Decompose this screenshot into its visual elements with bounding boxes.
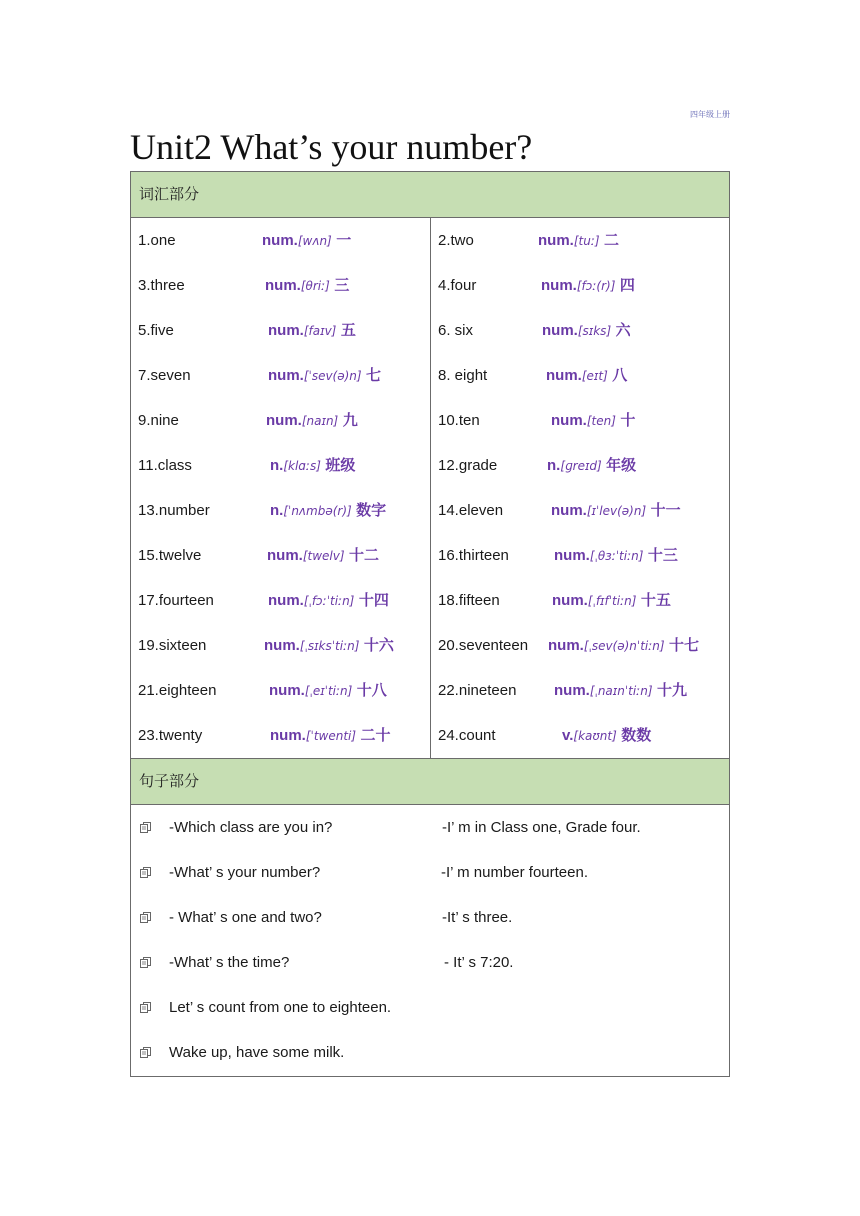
vocab-definition (268, 578, 389, 624)
chinese-meaning: 十七 (669, 636, 700, 654)
phonetic-transcription: [ˈsev(ə)n] (303, 369, 362, 383)
vocab-cell-right (431, 398, 730, 443)
chinese-meaning: 十 (620, 411, 636, 429)
vocab-cell-right (431, 443, 730, 488)
vocab-definition (264, 623, 394, 669)
vocab-row (131, 533, 729, 578)
vocab-cell-left (131, 398, 430, 443)
sentence-section-heading: 句子部分 (131, 759, 729, 805)
vocab-row (131, 578, 729, 623)
vocab-definition (265, 263, 349, 309)
document-stack-icon (140, 957, 151, 968)
vocab-cell-left (131, 668, 430, 713)
vocab-word: 15.twelve (138, 547, 202, 564)
vocab-definition (262, 218, 351, 264)
part-of-speech: num. (554, 682, 590, 699)
vocab-definition (541, 263, 635, 309)
vocab-word: 18.fifteen (438, 592, 500, 609)
vocab-cell-left (131, 713, 430, 758)
phonetic-transcription: [ˌeɪˈtiːn] (304, 684, 353, 698)
sentence-answer: -I’ m in Class one, Grade four. (442, 819, 641, 836)
part-of-speech: n. (270, 502, 284, 519)
vocab-definition (542, 308, 631, 354)
vocab-row (131, 308, 729, 353)
part-of-speech: num. (551, 502, 587, 519)
vocab-word: 13.number (138, 502, 210, 519)
vocab-word: 2.two (438, 232, 474, 249)
vocab-cell-left (131, 308, 430, 353)
phonetic-transcription: [θriː] (300, 279, 330, 293)
sentence-row (131, 1030, 729, 1075)
part-of-speech: num. (546, 367, 582, 384)
vocab-definition (266, 398, 358, 444)
phonetic-transcription: [ɡreɪd] (560, 459, 602, 473)
vocab-definition (554, 668, 687, 714)
vocab-definition (270, 443, 355, 489)
part-of-speech: num. (548, 637, 584, 654)
phonetic-transcription: [sɪks] (577, 324, 612, 338)
sentence-question: - What’ s one and two? (169, 909, 322, 926)
vocab-row (131, 218, 729, 263)
vocab-row (131, 623, 729, 668)
vocab-word: 3.three (138, 277, 185, 294)
chinese-meaning: 六 (615, 321, 631, 339)
phonetic-transcription: [eɪt] (581, 369, 608, 383)
chinese-meaning: 数字 (356, 501, 387, 519)
chinese-meaning: 七 (366, 366, 382, 384)
vocab-word: 12.grade (438, 457, 498, 474)
vocab-word: 16.thirteen (438, 547, 509, 564)
chinese-meaning: 八 (612, 366, 628, 384)
sentence-answer: - It’ s 7:20. (444, 954, 514, 971)
phonetic-transcription: [twelv] (302, 549, 345, 563)
part-of-speech: num. (268, 592, 304, 609)
document-stack-icon (140, 1002, 151, 1013)
sentence-row (131, 805, 729, 850)
phonetic-transcription: [klɑːs] (283, 459, 321, 473)
vocab-definition (267, 533, 379, 579)
page-title: Unit2 What’s your number? (130, 127, 533, 167)
part-of-speech: num. (266, 412, 302, 429)
vocab-grid (131, 218, 729, 759)
sentence-list (131, 805, 729, 1076)
vocab-row (131, 713, 729, 758)
vocab-cell-right (431, 488, 730, 533)
sentence-question: -What’ s your number? (169, 864, 321, 881)
part-of-speech: num. (264, 637, 300, 654)
vocab-definition (270, 713, 391, 759)
vocab-word: 6. six (438, 322, 474, 339)
vocab-word: 21.eighteen (138, 682, 217, 699)
chinese-meaning: 十九 (656, 681, 687, 699)
phonetic-transcription: [ˌnaɪnˈtiːn] (589, 684, 653, 698)
phonetic-transcription: [tuː] (573, 234, 600, 248)
vocab-word: 5.five (138, 322, 174, 339)
phonetic-transcription: [ˌfɪfˈtiːn] (587, 594, 637, 608)
phonetic-transcription: [ˌfɔːˈtiːn] (303, 594, 355, 608)
phonetic-transcription: [ten] (586, 414, 616, 428)
vocab-cell-right (431, 668, 730, 713)
vocab-word: 20.seventeen (438, 637, 529, 654)
part-of-speech: n. (547, 457, 561, 474)
vocab-definition (552, 578, 671, 624)
vocab-word: 7.seven (138, 367, 191, 384)
chinese-meaning: 二十 (360, 726, 391, 744)
phonetic-transcription: [ˌsɪksˈtiːn] (299, 639, 360, 653)
vocab-cell-left (131, 443, 430, 488)
sentence-row (131, 850, 729, 895)
part-of-speech: num. (270, 727, 306, 744)
sentence-question: -Which class are you in? (169, 819, 333, 836)
sentence-question: Wake up, have some milk. (169, 1044, 345, 1061)
part-of-speech: n. (270, 457, 284, 474)
part-of-speech: num. (268, 367, 304, 384)
document-stack-icon (140, 867, 151, 878)
vocab-row (131, 668, 729, 713)
part-of-speech: num. (538, 232, 574, 249)
part-of-speech: num. (262, 232, 298, 249)
vocab-cell-right (431, 713, 730, 758)
vocab-cell-left (131, 488, 430, 533)
chinese-meaning: 一 (336, 231, 352, 249)
phonetic-transcription: [ˌθɜːˈtiːn] (589, 549, 644, 563)
vocab-cell-right (431, 578, 730, 623)
phonetic-transcription: [naɪn] (301, 414, 339, 428)
vocab-definition (551, 488, 681, 534)
phonetic-transcription: [ˈnʌmbə(r)] (283, 504, 352, 518)
part-of-speech: num. (542, 322, 578, 339)
sentence-answer: -It’ s three. (442, 909, 513, 926)
chinese-meaning: 十八 (356, 681, 387, 699)
chinese-meaning: 三 (334, 276, 350, 294)
chinese-meaning: 十四 (358, 591, 389, 609)
sentence-row (131, 985, 729, 1030)
chinese-meaning: 数数 (621, 726, 652, 744)
phonetic-transcription: [ˈtwenti] (305, 729, 357, 743)
vocab-word: 11.class (138, 457, 192, 474)
part-of-speech: num. (551, 412, 587, 429)
vocab-cell-right (431, 353, 730, 398)
vocab-row (131, 443, 729, 488)
sentence-answer: -I’ m number fourteen. (441, 864, 589, 881)
vocab-cell-left (131, 533, 430, 578)
chinese-meaning: 十二 (349, 546, 380, 564)
document-stack-icon (140, 1047, 151, 1058)
vocab-cell-right (431, 623, 730, 668)
vocab-cell-right (431, 218, 730, 263)
sentence-row (131, 895, 729, 940)
vocab-section-heading: 词汇部分 (131, 172, 729, 218)
chinese-meaning: 十五 (640, 591, 671, 609)
vocab-row (131, 488, 729, 533)
vocab-cell-right (431, 308, 730, 353)
part-of-speech: num. (269, 682, 305, 699)
vocab-definition (268, 308, 356, 354)
part-of-speech: num. (552, 592, 588, 609)
part-of-speech: num. (265, 277, 301, 294)
vocab-cell-left (131, 623, 430, 668)
vocab-word: 14.eleven (438, 502, 504, 519)
part-of-speech: num. (554, 547, 590, 564)
vocab-word: 23.twenty (138, 727, 203, 744)
vocab-word: 24.count (438, 727, 496, 744)
vocab-cell-left (131, 578, 430, 623)
header-note: 四年级上册 (690, 110, 730, 119)
part-of-speech: num. (267, 547, 303, 564)
part-of-speech: v. (562, 727, 574, 744)
phonetic-transcription: [kaʊnt] (573, 729, 617, 743)
chinese-meaning: 年级 (606, 456, 637, 474)
chinese-meaning: 九 (342, 411, 358, 429)
sentence-question: Let’ s count from one to eighteen. (169, 999, 392, 1016)
vocab-definition (548, 623, 699, 669)
vocab-word: 1.one (138, 232, 176, 249)
vocab-definition (269, 668, 387, 714)
vocab-cell-right (431, 533, 730, 578)
vocab-definition (268, 353, 381, 399)
vocab-cell-right (431, 263, 730, 308)
vocab-cell-left (131, 353, 430, 398)
vocab-word: 10.ten (438, 412, 480, 429)
chinese-meaning: 五 (340, 321, 356, 339)
vocab-word: 9.nine (138, 412, 179, 429)
phonetic-transcription: [faɪv] (303, 324, 337, 338)
vocab-definition (554, 533, 678, 579)
vocab-word: 22.nineteen (438, 682, 517, 699)
chinese-meaning: 二 (604, 231, 620, 249)
vocab-definition (562, 713, 651, 759)
vocab-row (131, 398, 729, 443)
chinese-meaning: 班级 (325, 456, 356, 474)
vocab-cell-left (131, 218, 430, 263)
chinese-meaning: 十三 (647, 546, 678, 564)
phonetic-transcription: [ˌsev(ə)nˈtiːn] (583, 639, 665, 653)
vocab-row (131, 263, 729, 308)
sentence-question: -What’ s the time? (169, 954, 290, 971)
vocab-word: 17.fourteen (138, 592, 214, 609)
document-stack-icon (140, 822, 151, 833)
sentence-row (131, 940, 729, 985)
lesson-table (130, 171, 730, 1077)
part-of-speech: num. (268, 322, 304, 339)
vocab-definition (538, 218, 619, 264)
part-of-speech: num. (541, 277, 577, 294)
chinese-meaning: 四 (619, 276, 635, 294)
chinese-meaning: 十一 (650, 501, 681, 519)
vocab-row (131, 353, 729, 398)
vocab-word: 8. eight (438, 367, 488, 384)
vocab-word: 4.four (438, 277, 477, 294)
vocab-cell-left (131, 263, 430, 308)
vocab-word: 19.sixteen (138, 637, 207, 654)
chinese-meaning: 十六 (363, 636, 394, 654)
phonetic-transcription: [fɔː(r)] (576, 279, 616, 293)
phonetic-transcription: [wʌn] (297, 234, 332, 248)
document-stack-icon (140, 912, 151, 923)
vocab-definition (546, 353, 627, 399)
phonetic-transcription: [ɪˈlev(ə)n] (586, 504, 647, 518)
vocab-definition (270, 488, 386, 534)
vocab-definition (551, 398, 635, 444)
vocab-definition (547, 443, 636, 489)
